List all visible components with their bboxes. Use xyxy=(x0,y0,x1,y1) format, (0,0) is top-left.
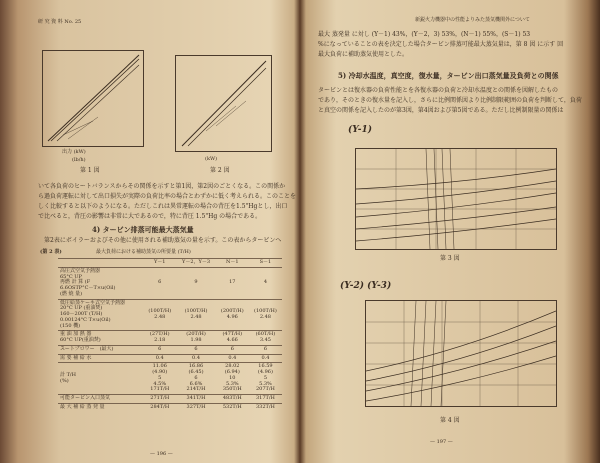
table-caption: 最大負荷における補助蒸気の所要量 (T/H) xyxy=(96,249,191,255)
table-cell: 17 xyxy=(216,267,249,299)
table-header-cell: Y－1 xyxy=(143,259,176,268)
table-cell: 327T/H xyxy=(176,403,215,411)
table-row-label: 重 油 加 熱 器 60°C UP(重油焚) xyxy=(58,331,143,346)
figure-1-y-label: (lb/h) xyxy=(72,157,86,163)
table-cell: 317T/H xyxy=(249,395,282,404)
table-cell: 271T/H xyxy=(143,395,176,404)
table-cell: 532T/H xyxy=(216,403,249,411)
table-cell: 16.59 (4.96) 5 5.3% 207T/H xyxy=(249,363,282,395)
figure-2-plot xyxy=(175,55,272,152)
table-header-cell: N－1 xyxy=(216,259,249,268)
table-cell: 483T/H xyxy=(216,395,249,404)
left-section-heading: 4) タービン排蒸可能最大蒸気量 xyxy=(92,225,194,234)
table-cell: 6 xyxy=(216,345,249,354)
table-row-label: 可能タービン入口蒸気 xyxy=(58,395,143,404)
table-cell: (100T/H) 2.48 xyxy=(143,299,176,331)
right-intro-line-2: %になっていることの表を決定した場合タービン排蒸可能最大蒸気量は，第 8 図 に示す 回 xyxy=(318,41,564,48)
table-cell: (20T/H) 1.98 xyxy=(176,331,215,346)
table-cell: 6 xyxy=(143,345,176,354)
figure-3-curves xyxy=(356,149,556,249)
right-folio: — 197 — xyxy=(430,439,453,445)
table-row-label: 計 T/H (%) xyxy=(58,363,143,395)
table-cell: (27T/H) 2.18 xyxy=(143,331,176,346)
table-cell: 28.02 (6.94) 10 5.3% 350T/H xyxy=(216,363,249,395)
right-section-line-3: と真空の関係を記入したのが第3図，第4図および第5図である。ただし比例制限量の関係は xyxy=(318,107,564,114)
right-section-heading: 5) 冷却水温度，真空度，復水量，タービン出口蒸気量及負荷との関係 xyxy=(338,71,559,80)
table-row xyxy=(58,395,282,404)
table-row-label: スートブロワー (最大) xyxy=(58,345,143,354)
figure-2-caption: 第 2 図 xyxy=(210,167,230,174)
table-row xyxy=(58,267,282,299)
table-row xyxy=(58,345,282,354)
figure-2-x-label: (kW) xyxy=(205,156,218,162)
left-folio: — 196 — xyxy=(150,451,173,457)
right-section-line-1: タービンとは復水器の負荷性能とを各復水器の負荷と冷却水温度との関係を図解したもの xyxy=(318,87,559,94)
table-cell: 0.4 xyxy=(143,354,176,363)
table-header-cell: S－1 xyxy=(249,259,282,268)
figure-3-plot xyxy=(355,148,557,250)
table-row xyxy=(58,331,282,346)
table-cell: 332T/H xyxy=(249,403,282,411)
right-intro-line-3: 最大負荷に補助蒸気使用とした。 xyxy=(318,51,409,58)
left-section-text: 第2表にボイラーおよびその他に使用される補助蒸気の量を示す。この表からタービンへ xyxy=(44,237,282,244)
figure-1-caption: 第 1 図 xyxy=(80,167,100,174)
table-cell: (47T/H) 4.66 xyxy=(216,331,249,346)
table-row xyxy=(58,354,282,363)
table-header-cell xyxy=(58,259,143,268)
table-row-label: 低圧給蒸ケーキ式空気予熱器 20°C UP (重油焚) 160－200T (T/H) 0.00124°C T×u(Oil) (150 機) xyxy=(58,299,143,331)
table-cell: 6 xyxy=(176,345,215,354)
table-header-cell: Y－2，Y－3 xyxy=(176,259,215,268)
table-cell: (100T/H) 2.48 xyxy=(176,299,215,331)
table-row-label: 最 大 補 給 蒸 発 量 xyxy=(58,403,143,411)
table-cell: 16.86 (6.45) 6 6.6% 214T/H xyxy=(176,363,215,395)
left-body-line-3: しく比較すると以下のようになる。ただしこれは異常運転の場合の背圧を1.5"Hgとし，出口 xyxy=(38,203,288,210)
figure-4-label: (Y-2) (Y-3) xyxy=(340,281,392,291)
right-intro-line-1: 最大 蒸発量 に対し (Y－1) 43%，(Y－2，3) 53%，(N－1) 55%，(S－1) 53 xyxy=(318,31,531,38)
figure-1-x-label: 出力 (kW) xyxy=(62,149,86,155)
figure-3-label: (Y-1) xyxy=(348,125,373,135)
figure-4-curves xyxy=(366,301,556,406)
table-cell: 4 xyxy=(249,267,282,299)
table-cell: (200T/H) 4.96 xyxy=(216,299,249,331)
right-section-line-2: であり，そのときの復水量を記入し，さらに比例関係図より比例制限範囲の負荷を判断して，負荷 xyxy=(318,97,582,104)
auxiliary-steam-table xyxy=(58,258,282,412)
left-body-line-1: いて各負荷のヒートバランスからその関係を示すと第1図，第2図のごとくなる。この関係か xyxy=(38,183,286,190)
table-row xyxy=(58,403,282,411)
table-cell: 6 xyxy=(143,267,176,299)
left-body-line-2: ら過負荷運転に対して出口損失が実際の負荷比率の場合とわずかに低く考えられる。このことを xyxy=(38,193,297,200)
figure-3-caption: 第 3 図 xyxy=(440,255,460,262)
table-cell: 9 xyxy=(176,267,215,299)
figure-1-plot xyxy=(42,50,144,147)
left-body-line-4: で比べると，背圧の影響は非常に大であるので，特に背圧 1.5"Hg の場合である。 xyxy=(38,213,262,220)
table-cell: (60T/H) 3.45 xyxy=(249,331,282,346)
table-cell: 284T/H xyxy=(143,403,176,411)
table-cell: 0.4 xyxy=(216,354,249,363)
figure-2-curves xyxy=(176,56,271,151)
table-cell: 11.06 (4.90) 5 4.5% 171T/H xyxy=(143,363,176,395)
table-cell: 0.4 xyxy=(249,354,282,363)
table-row xyxy=(58,363,282,395)
table-row xyxy=(58,299,282,331)
table-row-label: 高圧式空気予熱器 65°C UP 再燃 計 算 (F 6.6OSTP°C－T×u(Oil) (燃 焼 量) xyxy=(58,267,143,299)
right-running-head: 新鋭火力機器中の性能よりみた蒸気機関外について xyxy=(415,17,530,23)
left-running-head: 研 究 資 料 No. 25 xyxy=(38,19,82,25)
table-label: (第 2 表) xyxy=(40,249,62,255)
table-cell: (100T/H) 2.48 xyxy=(249,299,282,331)
table-cell: 0.4 xyxy=(176,354,215,363)
table-cell: 6 xyxy=(249,345,282,354)
figure-4-plot xyxy=(365,300,557,407)
table-header-row xyxy=(58,259,282,268)
figure-1-curves xyxy=(43,51,143,146)
table-cell: 341T/H xyxy=(176,395,215,404)
figure-4-caption: 第 4 図 xyxy=(440,417,460,424)
table-row-label: 需 要 補 給 水 xyxy=(58,354,143,363)
